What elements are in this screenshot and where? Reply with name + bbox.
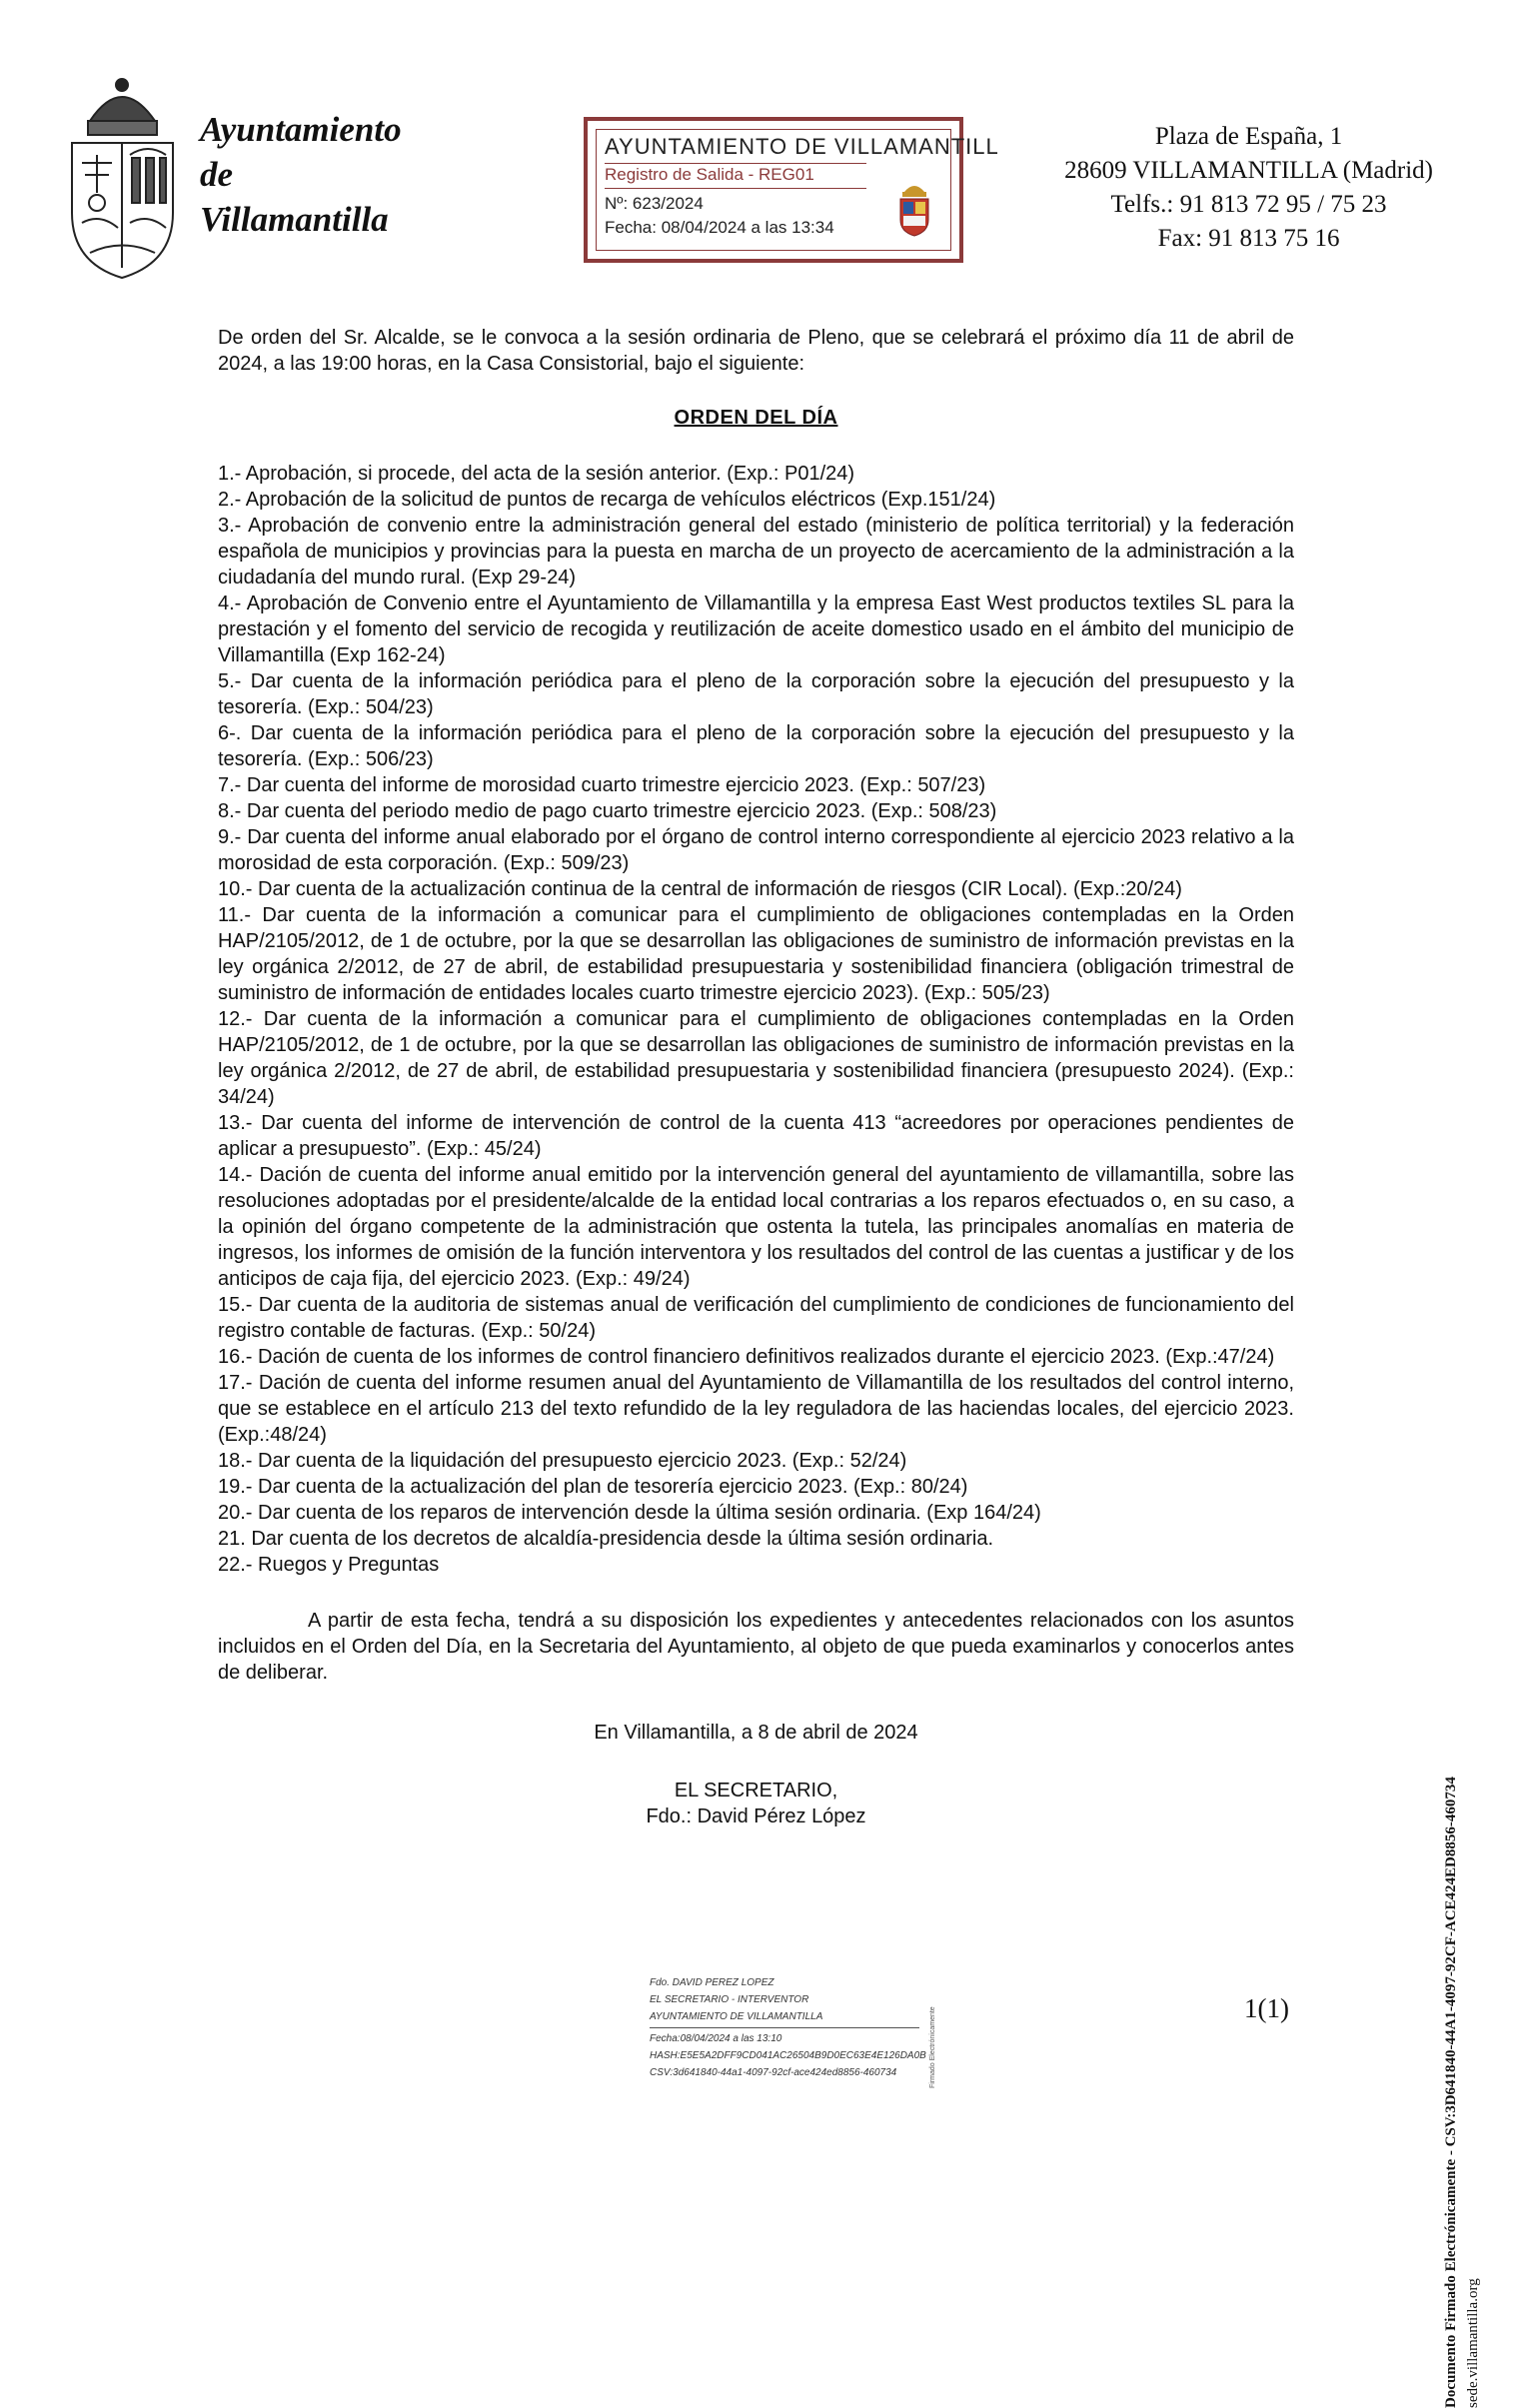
signer-title: EL SECRETARIO, <box>674 1780 838 1802</box>
agenda-heading: ORDEN DEL DÍA <box>674 407 838 429</box>
agenda-item: 11.- Dar cuenta de la información a comunicar para el cumplimiento de obligaciones contempladas en la Orden HAP/2105/2012, de 1 de octubre, por la que se desarrollan las obligaciones de suministro de información previstas en la ley orgánica 2/2012, de 27 de abril, de estabilidad presupuestaria y sostenibilidad financiera (obligación trimestral de suministro de información de entidades locales cuarto trimestre ejercicio 2023). (Exp.: 505/23) <box>218 904 1294 1004</box>
agenda-item: 21. Dar cuenta de los decretos de alcaldía-presidencia desde la última sesión ordinaria. <box>218 1528 994 1550</box>
name-line: de <box>200 155 234 194</box>
document-body <box>218 325 1294 1829</box>
agenda-item: 1.- Aprobación, si procede, del acta de la sesión anterior. (Exp.: P01/24) <box>218 463 855 485</box>
signature-hash: HASH:E5E5A2DFF9CD041AC26504B9D0EC63E4E126DA0B <box>650 2050 926 2061</box>
stamp-crest-icon <box>894 180 934 238</box>
electronic-signature-block <box>650 1974 949 2081</box>
side-margin-csv <box>1443 1649 1503 2408</box>
agenda-item: 13.- Dar cuenta del informe de intervención de control de la cuenta 413 “acreedores por operaciones pendientes de aplicar a presupuesto”. (Exp.: 45/24) <box>218 1112 1294 1160</box>
name-line: Ayuntamiento <box>200 110 402 149</box>
agenda-item: 9.- Dar cuenta del informe anual elaborado por el órgano de control interno correspondiente al ejercicio 2023 relativo a la morosidad de esta corporación. (Exp.: 509/23) <box>218 826 1294 874</box>
signature-date: Fecha:08/04/2024 a las 13:10 <box>650 2033 782 2044</box>
signature-divider <box>650 2027 919 2028</box>
registry-stamp <box>584 117 999 263</box>
signature-line: Fdo. DAVID PEREZ LOPEZ <box>650 1977 774 1988</box>
agenda-item: 18.- Dar cuenta de la liquidación del presupuesto ejercicio 2023. (Exp.: 52/24) <box>218 1450 907 1472</box>
coat-of-arms-icon <box>60 63 185 285</box>
address-line: Telfs.: 91 813 72 95 / 75 23 <box>1110 191 1387 218</box>
signature-line: EL SECRETARIO - INTERVENTOR <box>650 1994 809 2005</box>
agenda-item: 12.- Dar cuenta de la información a comunicar para el cumplimiento de obligaciones contempladas en la Orden HAP/2105/2012, de 1 de octubre, por la que se desarrollan las obligaciones de suministro de información previstas en la ley orgánica 2/2012, de 27 de abril, de estabilidad presupuestaria y sostenibilidad financiera (presupuesto 2024). (Exp.: 34/24) <box>218 1008 1294 1108</box>
agenda-item: 20.- Dar cuenta de los reparos de intervención desde la última sesión ordinaria. (Exp 164/24) <box>218 1502 1041 1524</box>
address-line: Fax: 91 813 75 16 <box>1157 225 1340 252</box>
agenda-item: 3.- Aprobación de convenio entre la administración general del estado (ministerio de política territorial) y la federación española de municipios y provincias para la puesta en marcha de un proyecto de acercamiento de la administración a la ciudadanía del mundo rural. (Exp 29-24) <box>218 515 1294 589</box>
agenda-item: 15.- Dar cuenta de la auditoria de sistemas anual de verificación del cumplimiento de condiciones de funcionamiento del registro contable de facturas. (Exp.: 50/24) <box>218 1294 1294 1342</box>
stamp-divider <box>605 188 866 189</box>
agenda-item: 17.- Dación de cuenta del informe resumen anual del Ayuntamiento de Villamantilla de los resultados del control interno, que se establece en el artículo 213 del texto refundido de la ley reguladora de las haciendas locales, del ejercicio 2023. (Exp.:48/24) <box>218 1372 1294 1446</box>
letterhead <box>0 25 1513 315</box>
signature-side-text: Firmado Electrónicamente <box>929 2006 936 2088</box>
agenda-item: 14.- Dación de cuenta del informe anual emitido por la intervención general del ayuntamiento de villamantilla, sobre las resoluciones adoptadas por el presidente/alcalde de la entidad local contrarias a los reparos efectuados o, en su caso, a la opinión del órgano competente de la administración que ostenta la tutela, las principales anomalías en materia de ingresos, los informes de omisión de la función interventora y los resultados del control de las cuentas a justificar y de los anticipos de caja fija, del ejercicio 2023. (Exp.: 49/24) <box>218 1164 1294 1290</box>
intro-paragraph: De orden del Sr. Alcalde, se le convoca a la sesión ordinaria de Pleno, que se celebrará el próximo día 11 de abril de 2024, a las 19:00 horas, en la Casa Consistorial, bajo el siguiente: <box>218 327 1294 375</box>
signer-name: Fdo.: David Pérez López <box>646 1806 866 1827</box>
agenda-item: 19.- Dar cuenta de la actualización del plan de tesorería ejercicio 2023. (Exp.: 80/24) <box>218 1476 968 1498</box>
agenda-list <box>218 461 1294 1578</box>
agenda-item: 10.- Dar cuenta de la actualización continua de la central de información de riesgos (CIR Local). (Exp.:20/24) <box>218 878 1182 900</box>
stamp-number: Nº: 623/2024 <box>605 194 704 213</box>
name-line: Villamantilla <box>200 200 389 239</box>
agenda-item: 16.- Dación de cuenta de los informes de control financiero definitivos realizados durante el ejercicio 2023. (Exp.:47/24) <box>218 1346 1275 1368</box>
agenda-item: 6-. Dar cuenta de la información periódica para el pleno de la corporación sobre la ejecución del presupuesto y la tesorería. (Exp.: 506/23) <box>218 722 1294 770</box>
page-number: 1(1) <box>1244 1993 1289 2023</box>
side-csv-text: Documento Firmado Electrónicamente - CSV:3D641840-44A1-4097-92CF-ACE424ED8856-460734 <box>1443 1777 1459 2408</box>
municipality-name <box>200 107 402 242</box>
stamp-divider <box>605 163 866 164</box>
stamp-subtitle: Registro de Salida - REG01 <box>605 165 814 184</box>
place-date: En Villamantilla, a 8 de abril de 2024 <box>594 1722 918 1744</box>
stamp-border <box>596 129 999 251</box>
closing-paragraph: A partir de esta fecha, tendrá a su disposición los expedientes y antecedentes relacionados con los asuntos incluidos en el Orden del Día, en la Secretaria del Ayuntamiento, al objeto de que pueda examinarlos y conocerlos antes de deliberar. <box>218 1610 1294 1684</box>
municipality-address <box>1064 120 1433 256</box>
agenda-item: 5.- Dar cuenta de la información periódica para el pleno de la corporación sobre la ejecución del presupuesto y la tesorería. (Exp.: 504/23) <box>218 670 1294 718</box>
agenda-item: 7.- Dar cuenta del informe de morosidad cuarto trimestre ejercicio 2023. (Exp.: 507/23) <box>218 774 986 796</box>
agenda-item: 22.- Ruegos y Preguntas <box>218 1554 440 1576</box>
signature-csv: CSV:3d641840-44a1-4097-92cf-ace424ed8856-460734 <box>650 2067 897 2078</box>
side-url-link[interactable]: sede.villamantilla.org <box>1465 2278 1481 2408</box>
agenda-item: 2.- Aprobación de la solicitud de puntos de recarga de vehículos eléctricos (Exp.151/24) <box>218 489 996 511</box>
agenda-item: 8.- Dar cuenta del periodo medio de pago cuarto trimestre ejercicio 2023. (Exp.: 508/23) <box>218 800 997 822</box>
address-line: Plaza de España, 1 <box>1154 123 1343 150</box>
agenda-item: 4.- Aprobación de Convenio entre el Ayuntamiento de Villamantilla y la empresa East West productos textiles SL para la prestación y el fomento del servicio de recogida y reutilización de aceite domestico usado en el ámbito del municipio de Villamantilla (Exp 162-24) <box>218 593 1294 666</box>
address-line: 28609 VILLAMANTILLA (Madrid) <box>1064 157 1433 184</box>
signature-line: AYUNTAMIENTO DE VILLAMANTILLA <box>650 2011 823 2022</box>
stamp-title: AYUNTAMIENTO DE VILLAMANTILL <box>605 134 999 159</box>
stamp-date: Fecha: 08/04/2024 a las 13:34 <box>605 218 834 237</box>
signature-side-label <box>929 1968 949 2088</box>
